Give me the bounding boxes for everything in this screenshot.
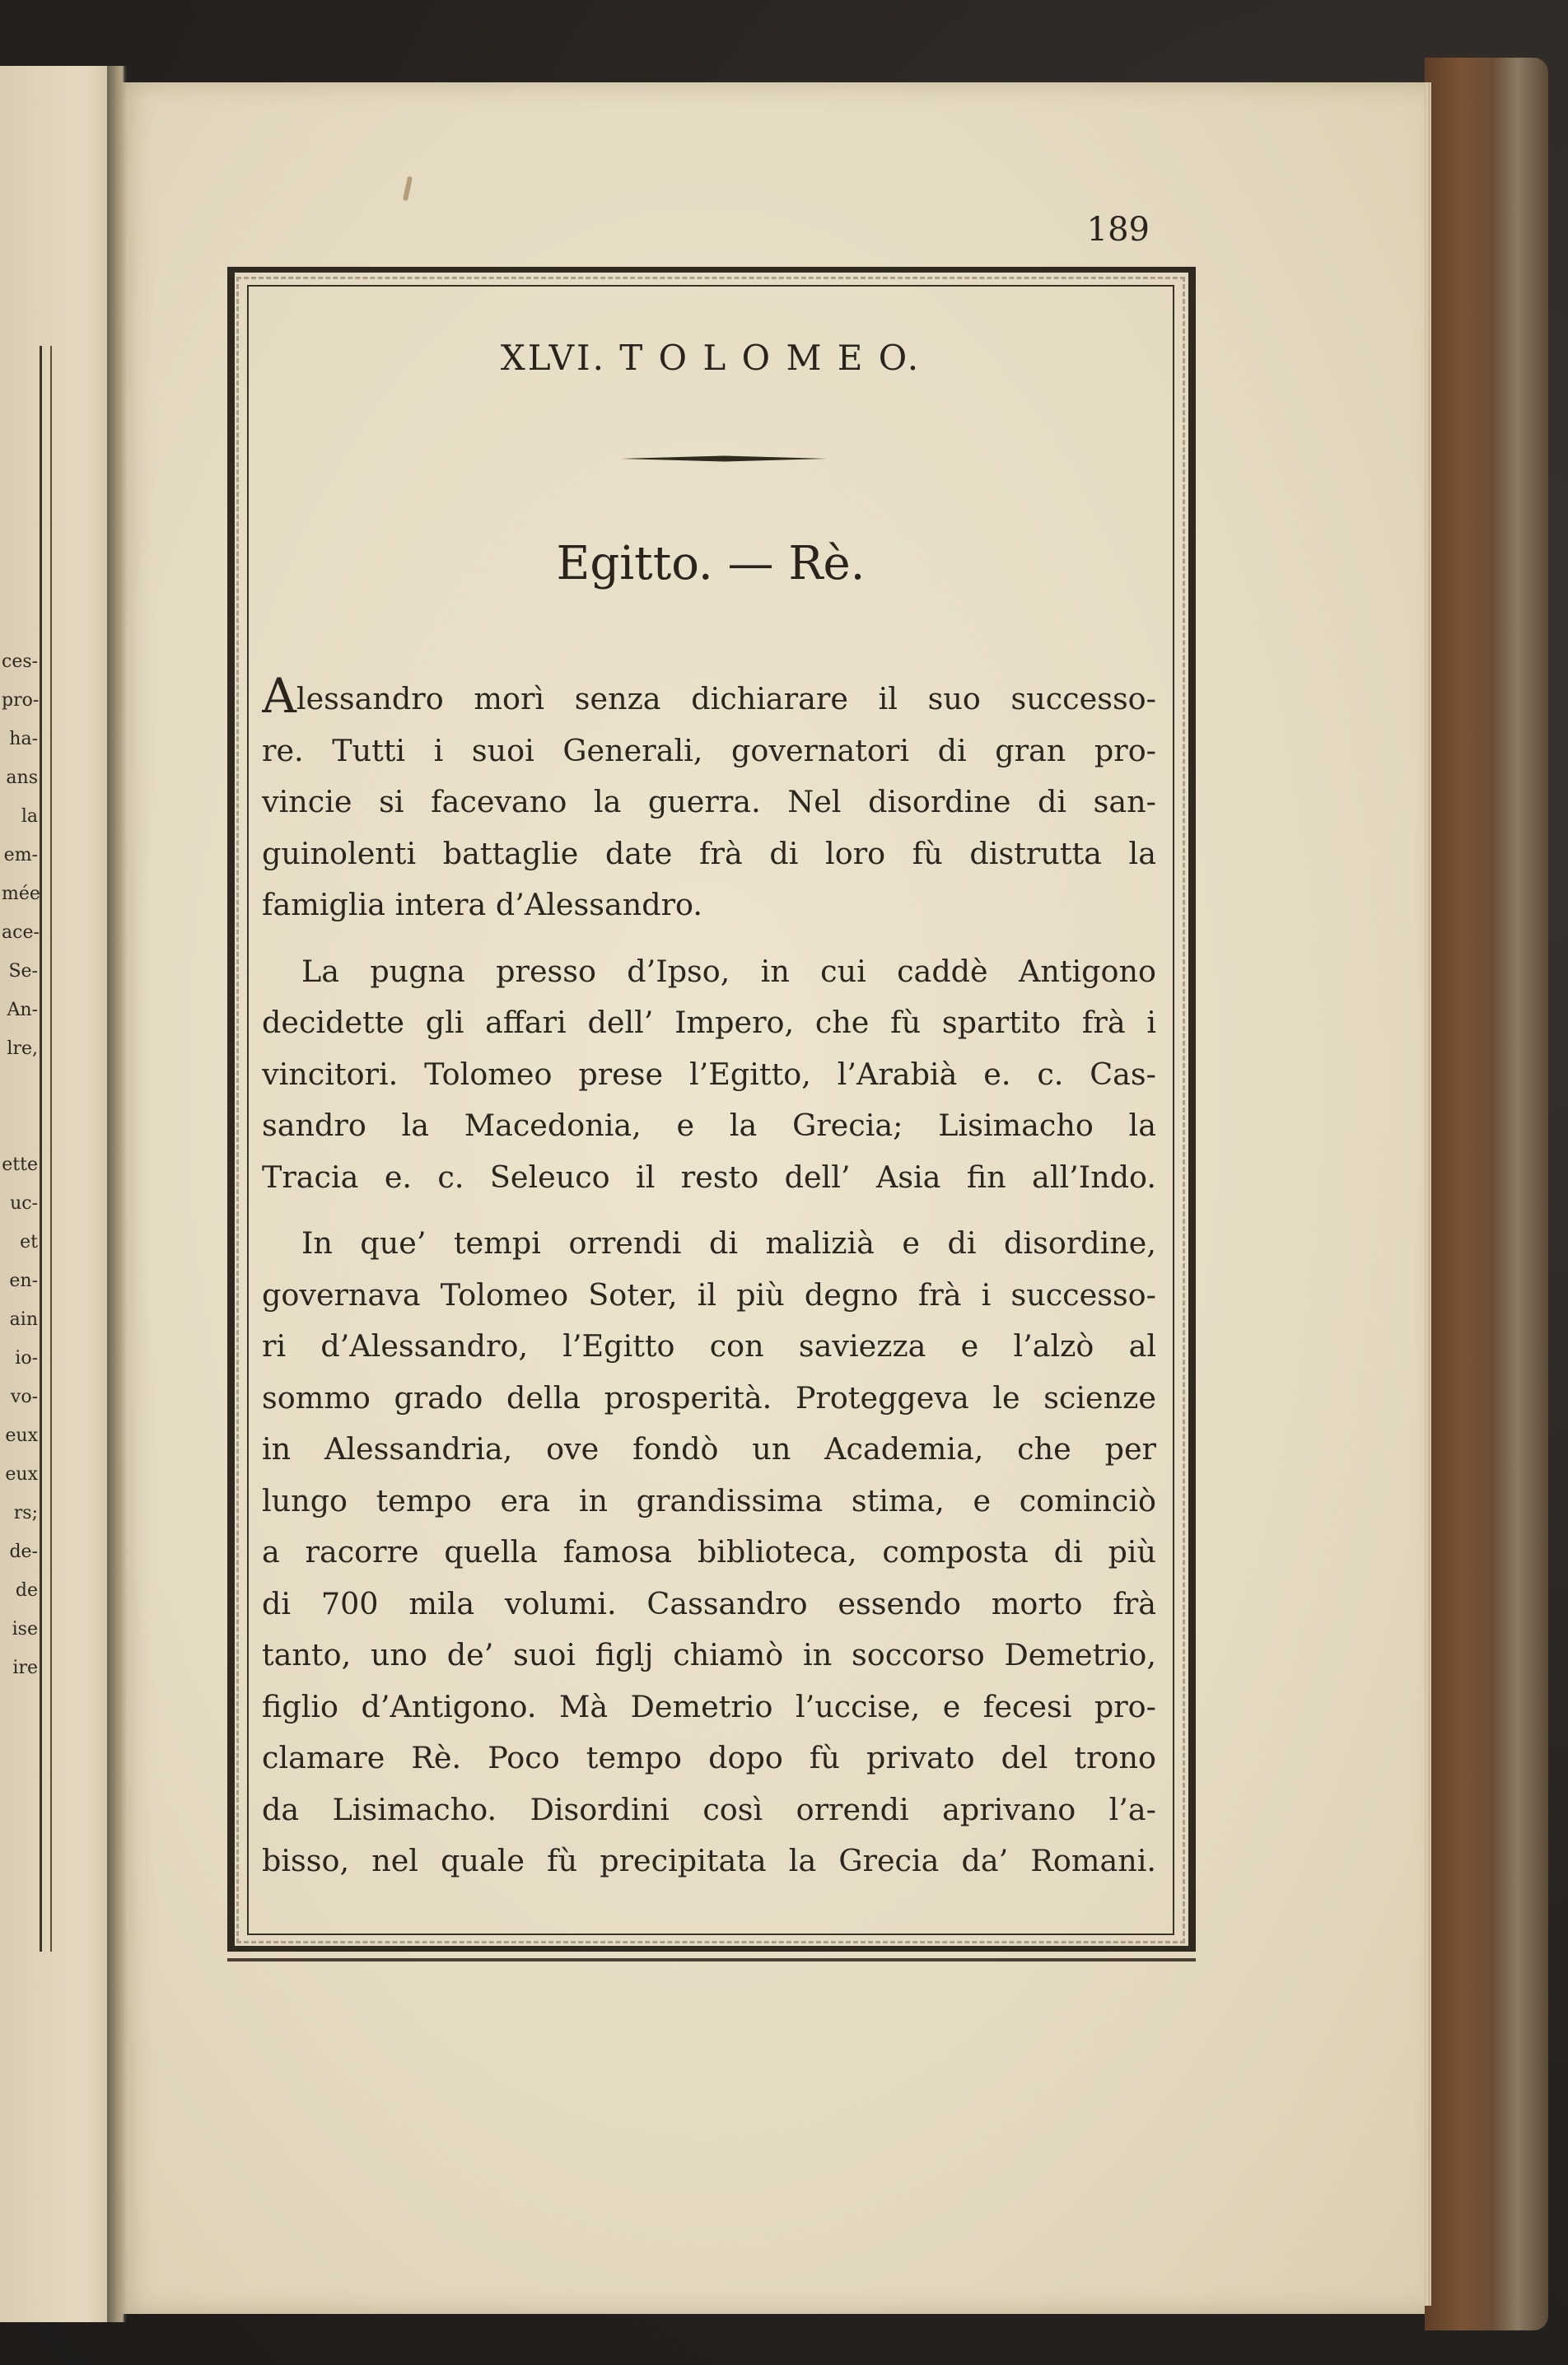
previous-page-fragment: vo- (10, 1387, 38, 1407)
previous-page-fragment: mée (2, 884, 40, 904)
paragraph-1 (262, 674, 1156, 931)
text-line: bisso, nel quale fù precipitata la Grecia da’ Romani. (262, 1843, 1156, 1878)
previous-page-fragment: ans (6, 767, 38, 788)
text-line: in Alessandria, ove fondò un Academia, che per (262, 1431, 1156, 1467)
text-line: vincie si facevano la guerra. Nel disordine di san- (262, 784, 1156, 819)
previous-page-edge (0, 66, 124, 2322)
text-line: di 700 mila volumi. Cassandro essendo morto frà (262, 1585, 1156, 1621)
previous-page-fragment: pro- (2, 690, 40, 711)
text-line: re. Tutti i suoi Generali, governatori di gran pro- (262, 732, 1156, 768)
previous-page-fragment: la (21, 806, 38, 827)
previous-page-fragment: de (15, 1580, 38, 1601)
text-line: governava Tolomeo Soter, il più degno frà i successo- (262, 1276, 1156, 1313)
ornament-rule (621, 455, 827, 463)
previous-page-fragment: An- (7, 1000, 38, 1020)
text-line: ri d’Alessandro, l’Egitto con saviezza e l’alzò al (262, 1328, 1156, 1364)
chapter-title: XLVI. T O L O M E O. (500, 338, 922, 378)
previous-page-fragment: ise (12, 1619, 38, 1640)
text-line: clamare Rè. Poco tempo dopo fù privato del trono (262, 1740, 1156, 1775)
previous-page-fragment: eux (5, 1425, 38, 1446)
section-subtitle: Egitto. — Rè. (556, 537, 866, 590)
text-line: famiglia intera d’Alessandro. (262, 887, 702, 922)
previous-page-frame-rule (40, 346, 52, 1952)
previous-page-fragment: eux (5, 1464, 38, 1485)
previous-page-fragment: rs; (13, 1503, 38, 1523)
text-line: sommo grado della prosperità. Proteggeva le scienze (262, 1379, 1156, 1416)
text-line: decidette gli affari dell’ Impero, che fù spartito frà i (262, 1005, 1156, 1040)
paragraph-3 (262, 1218, 1156, 1887)
text-line: lungo tempo era in grandissima stima, e cominciò (262, 1482, 1156, 1518)
previous-page-fragment: et (20, 1232, 38, 1252)
body-text (262, 674, 1156, 1902)
text-line: Tracia e. c. Seleuco il resto dell’ Asia fin all’Indo. (262, 1159, 1156, 1195)
previous-page-fragment: ces- (2, 651, 39, 672)
text-line: a racorre quella famosa biblioteca, composta di più (262, 1534, 1156, 1570)
text-line: vincitori. Tolomeo prese l’Egitto, l’Arabià e. c. Cas- (262, 1056, 1156, 1092)
text-line: tanto, uno de’ suoi figlj chiamò in soccorso Demetrio, (262, 1637, 1156, 1672)
text-line: da Lisimacho. Disordini così orrendi aprivano l’a- (262, 1791, 1156, 1827)
text-line: La pugna presso d’Ipso, in cui caddè Antigono (301, 953, 1156, 989)
text-line: figlio d’Antigono. Mà Demetrio l’uccise, e fecesi pro- (262, 1688, 1156, 1724)
previous-page-fragment: io- (15, 1348, 38, 1369)
text-line: guinolenti battaglie date frà di loro fù distrutta la (262, 835, 1156, 871)
book-gutter (107, 66, 127, 2322)
frame-bottom-rule (227, 1958, 1196, 1962)
previous-page-fragment: ace- (2, 922, 40, 943)
previous-page-fragment: ha- (9, 729, 38, 749)
previous-page-fragment: ette (2, 1155, 38, 1175)
previous-page-fragment: en- (9, 1271, 38, 1291)
text-line: In que’ tempi orrendi di malizià e di disordine, (301, 1225, 1156, 1261)
previous-page-fragment: ire (12, 1658, 38, 1678)
previous-page-fragment: em- (3, 845, 38, 865)
previous-page-fragment: uc- (10, 1193, 38, 1214)
previous-page-fragment: de- (9, 1542, 38, 1562)
text-line: sandro la Macedonia, e la Grecia; Lisimacho la (262, 1108, 1156, 1143)
page-number: 189 (1086, 211, 1150, 249)
paragraph-2 (262, 946, 1156, 1204)
text-line: Alessandro morì senza dichiarare il suo successo- (262, 674, 1156, 725)
previous-page-fragment: Se- (8, 961, 38, 982)
previous-page-fragment: lre, (7, 1038, 38, 1059)
drop-cap: A (262, 674, 296, 724)
book-binding (1425, 58, 1548, 2330)
previous-page-fragment: ain (9, 1309, 38, 1330)
